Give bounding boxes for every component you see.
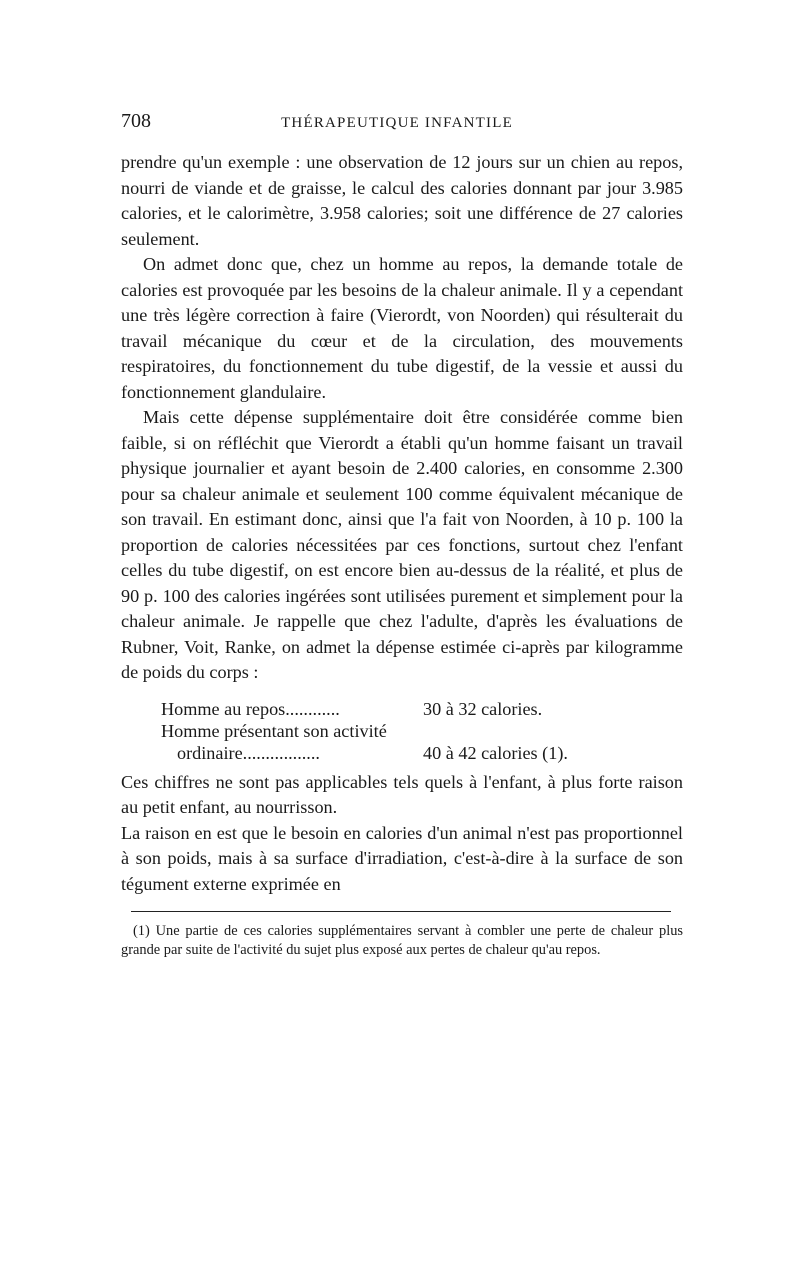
table-value: 40 à 42 calories (1). [423, 742, 568, 763]
page-header [121, 110, 683, 136]
table-label: ordinaire................. [177, 742, 320, 763]
table-row [121, 720, 683, 742]
paragraph: Mais cette dépense supplémentaire doit être considérée comme bien faible, si on réfléchit que Vierordt a établi qu'un homme faisant un travail physique journalier et ayant besoin de 2.400 calories, en consomme 2.300 pour sa chaleur animale et seulement 100 comme équivalent mécanique de son travail. En estimant donc, ainsi que l'a fait von Noorden, à 10 p. 100 la proportion de calories nécessitées par ces fonctions, surtout chez l'enfant celles du tube digestif, on est encore bien au-dessus de la réalité, et plus de 90 p. 100 des calories ingérées sont utilisées purement et simplement pour la chaleur animale. Je rappelle que chez l'adulte, d'après les évaluations de Rubner, Voit, Ranke, on admet la dépense estimée ci-après par kilogramme de poids du corps : [121, 407, 683, 682]
calorie-table [121, 698, 683, 764]
body-text-continued [121, 770, 683, 898]
table-value: 30 à 32 calories. [423, 698, 543, 719]
paragraph-continued: prendre qu'un exemple : une observation de 12 jours sur un chien au repos, nourri de viande et de graisse, le calcul des calories donnant par jour 3.985 calories, et le calorimètre, 3.958 calories; soit une différence de 27 calories seulement. [121, 152, 683, 249]
table-row [121, 698, 683, 720]
table-row [121, 742, 683, 764]
paragraph: La raison en est que le besoin en calories d'un animal n'est pas proportionnel à son poids, mais à sa surface d'irradiation, c'est-à-dire à la surface de son tégument externe exprimée en [121, 822, 683, 894]
paragraph: Ces chiffres ne sont pas applicables tels quels à l'enfant, à plus forte raison au petit enfant, au nourrisson. [121, 771, 683, 817]
body-text [121, 150, 683, 686]
footnote-divider [131, 911, 671, 912]
page-number: 708 [121, 110, 151, 132]
book-page [121, 110, 683, 959]
running-title: THÉRAPEUTIQUE INFANTILE [281, 115, 513, 131]
table-label: Homme présentant son activité [161, 720, 387, 741]
table-label: Homme au repos............ [161, 698, 340, 719]
paragraph: On admet donc que, chez un homme au repos, la demande totale de calories est provoquée par les besoins de la chaleur animale. Il y a cependant une très légère correction à faire (Vierordt, von Noorden) qui résulterait du travail mécanique du cœur et de la circulation, des mouvements respiratoires, du fonctionnement du tube digestif, de la vessie et aussi du fonctionnement glandulaire. [121, 254, 683, 402]
footnote: (1) Une partie de ces calories supplémentaires servant à combler une perte de chaleur plus grande par suite de l'activité du sujet plus exposé aux pertes de chaleur qu'au repos. [121, 923, 683, 958]
